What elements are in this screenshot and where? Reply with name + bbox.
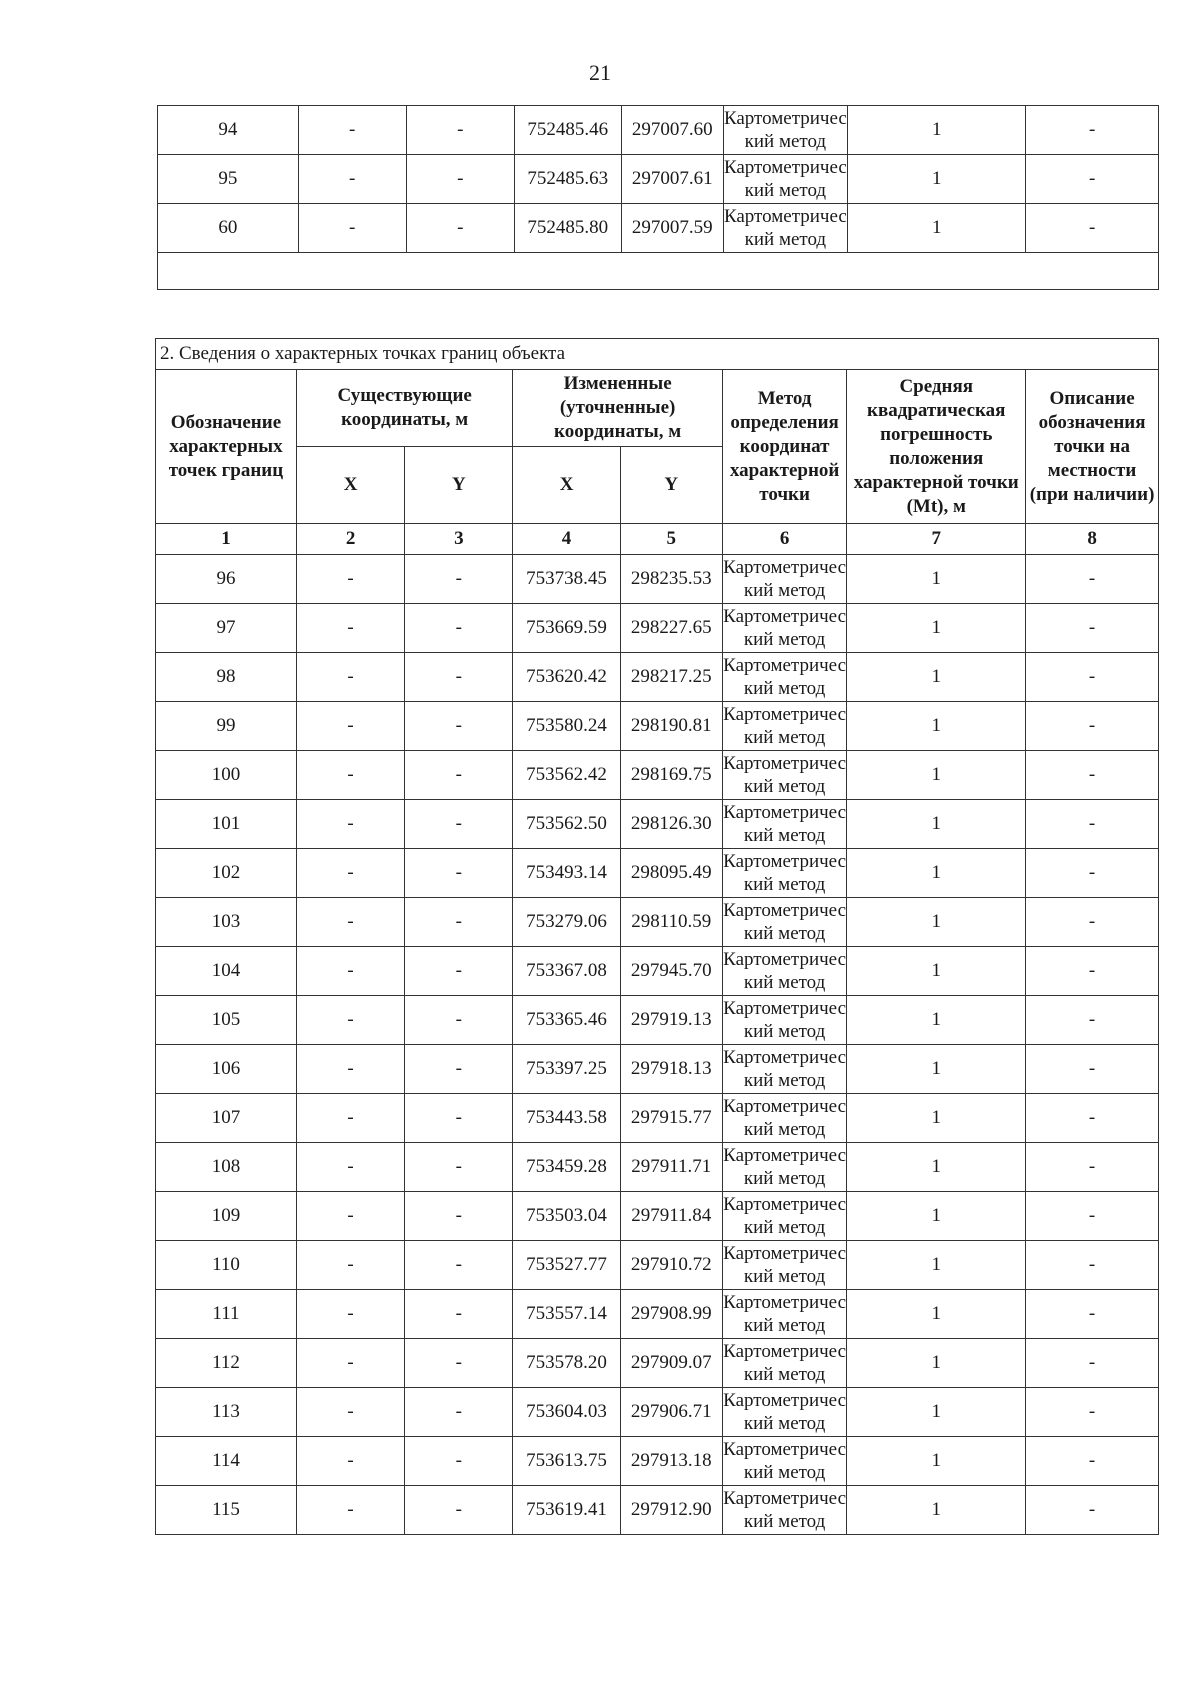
point-designation: 112 xyxy=(156,1339,297,1388)
header-existing-x: X xyxy=(296,447,404,524)
method xyxy=(722,653,847,702)
existing-x: - xyxy=(296,1437,404,1486)
existing-y: - xyxy=(405,1241,513,1290)
method-line: Картометричес xyxy=(723,1439,847,1460)
changed-x: 753527.77 xyxy=(513,1241,620,1290)
method xyxy=(722,1339,847,1388)
method xyxy=(722,947,847,996)
changed-y: 297945.70 xyxy=(620,947,722,996)
method xyxy=(722,702,847,751)
existing-y: - xyxy=(405,1437,513,1486)
mean-square-error: 1 xyxy=(847,1388,1026,1437)
page-number: 21 xyxy=(589,60,611,85)
changed-y: 297910.72 xyxy=(620,1241,722,1290)
existing-x: - xyxy=(296,849,404,898)
existing-y: - xyxy=(406,106,514,155)
method-line: кий метод xyxy=(743,727,826,748)
characteristic-points-table xyxy=(155,338,1159,1535)
method xyxy=(722,800,847,849)
empty-cell xyxy=(158,253,1159,290)
changed-x: 753397.25 xyxy=(513,1045,620,1094)
changed-y: 297913.18 xyxy=(620,1437,722,1486)
table-row xyxy=(158,106,1159,155)
changed-y: 297909.07 xyxy=(620,1339,722,1388)
existing-y: - xyxy=(405,1094,513,1143)
header-mean-square-error: Средняя квадратическая погрешность положения характерной точки (Mt), м xyxy=(847,370,1026,524)
point-designation: 108 xyxy=(156,1143,297,1192)
existing-y: - xyxy=(405,800,513,849)
method-line: Картометричес xyxy=(723,704,847,725)
method-line: кий метод xyxy=(743,1315,826,1336)
point-description: - xyxy=(1026,155,1159,204)
point-designation: 109 xyxy=(156,1192,297,1241)
mean-square-error: 1 xyxy=(847,555,1026,604)
point-description: - xyxy=(1026,751,1159,800)
method-line: Картометричес xyxy=(723,1047,847,1068)
changed-y: 298095.49 xyxy=(620,849,722,898)
method-line: кий метод xyxy=(743,923,826,944)
point-designation: 99 xyxy=(156,702,297,751)
existing-x: - xyxy=(296,898,404,947)
mean-square-error: 1 xyxy=(847,702,1026,751)
existing-x: - xyxy=(296,604,404,653)
mean-square-error: 1 xyxy=(847,898,1026,947)
existing-y: - xyxy=(405,947,513,996)
point-designation: 94 xyxy=(158,106,299,155)
method-line: кий метод xyxy=(744,131,827,152)
point-designation: 104 xyxy=(156,947,297,996)
mean-square-error: 1 xyxy=(847,1437,1026,1486)
method xyxy=(723,204,847,253)
method-line: кий метод xyxy=(743,678,826,699)
changed-x: 753580.24 xyxy=(513,702,620,751)
method xyxy=(722,1290,847,1339)
point-description: - xyxy=(1026,1192,1159,1241)
table-row xyxy=(156,1192,1159,1241)
changed-x: 753619.41 xyxy=(513,1486,620,1535)
table-row xyxy=(156,555,1159,604)
mean-square-error: 1 xyxy=(847,947,1026,996)
point-description: - xyxy=(1026,849,1159,898)
method xyxy=(722,1094,847,1143)
method-line: кий метод xyxy=(743,1021,826,1042)
method xyxy=(722,996,847,1045)
existing-x: - xyxy=(296,947,404,996)
existing-x: - xyxy=(296,996,404,1045)
table-row xyxy=(156,702,1159,751)
method xyxy=(722,751,847,800)
method xyxy=(722,1486,847,1535)
header-changed-y: Y xyxy=(620,447,722,524)
existing-y: - xyxy=(405,1388,513,1437)
table-row xyxy=(156,604,1159,653)
existing-x: - xyxy=(296,653,404,702)
method xyxy=(722,1143,847,1192)
method-line: кий метод xyxy=(743,776,826,797)
existing-y: - xyxy=(405,1486,513,1535)
method-line: Картометричес xyxy=(723,1145,847,1166)
method-line: кий метод xyxy=(743,1266,826,1287)
method-line: Картометричес xyxy=(723,606,847,627)
existing-x: - xyxy=(296,751,404,800)
method-line: Картометричес xyxy=(723,949,847,970)
table-row xyxy=(156,1339,1159,1388)
method-line: Картометричес xyxy=(723,1341,847,1362)
table-row xyxy=(158,204,1159,253)
existing-x: - xyxy=(298,106,406,155)
table-row xyxy=(156,898,1159,947)
mean-square-error: 1 xyxy=(847,1486,1026,1535)
method xyxy=(722,1437,847,1486)
changed-y: 297918.13 xyxy=(620,1045,722,1094)
point-description: - xyxy=(1026,106,1159,155)
header-designation: Обозначение характерных точек границ xyxy=(156,370,297,524)
point-description: - xyxy=(1026,604,1159,653)
changed-x: 753493.14 xyxy=(513,849,620,898)
mean-square-error: 1 xyxy=(847,1339,1026,1388)
changed-y: 297007.61 xyxy=(621,155,723,204)
mean-square-error: 1 xyxy=(847,751,1026,800)
header-changed-coordinates: Измененные (уточненные) координаты, м xyxy=(513,370,722,447)
method xyxy=(722,1045,847,1094)
point-designation: 95 xyxy=(158,155,299,204)
column-numbers-row xyxy=(156,524,1159,555)
existing-x: - xyxy=(298,204,406,253)
changed-x: 753443.58 xyxy=(513,1094,620,1143)
existing-y: - xyxy=(405,898,513,947)
table-row xyxy=(156,1045,1159,1094)
mean-square-error: 1 xyxy=(847,1241,1026,1290)
method-line: Картометричес xyxy=(723,1194,847,1215)
table-row xyxy=(156,1143,1159,1192)
point-designation: 96 xyxy=(156,555,297,604)
table-row xyxy=(156,947,1159,996)
existing-y: - xyxy=(406,204,514,253)
method-line: Картометричес xyxy=(723,1292,847,1313)
changed-x: 753503.04 xyxy=(513,1192,620,1241)
point-description: - xyxy=(1026,1339,1159,1388)
method-line: кий метод xyxy=(743,629,826,650)
column-number: 3 xyxy=(405,524,513,555)
changed-y: 298110.59 xyxy=(620,898,722,947)
point-designation: 107 xyxy=(156,1094,297,1143)
point-designation: 106 xyxy=(156,1045,297,1094)
existing-y: - xyxy=(405,702,513,751)
column-number: 6 xyxy=(722,524,847,555)
point-description: - xyxy=(1026,1094,1159,1143)
existing-x: - xyxy=(296,1045,404,1094)
method-line: Картометричес xyxy=(723,851,847,872)
point-designation: 110 xyxy=(156,1241,297,1290)
existing-x: - xyxy=(296,1143,404,1192)
method-line: Картометричес xyxy=(723,1096,847,1117)
existing-y: - xyxy=(405,604,513,653)
point-description: - xyxy=(1026,1143,1159,1192)
table-row xyxy=(156,1241,1159,1290)
method xyxy=(722,1388,847,1437)
changed-x: 753562.42 xyxy=(513,751,620,800)
existing-y: - xyxy=(405,1045,513,1094)
existing-x: - xyxy=(296,1486,404,1535)
mean-square-error: 1 xyxy=(847,996,1026,1045)
point-designation: 100 xyxy=(156,751,297,800)
existing-x: - xyxy=(296,1339,404,1388)
existing-y: - xyxy=(405,653,513,702)
header-method: Метод определения координат характерной точки xyxy=(722,370,847,524)
mean-square-error: 1 xyxy=(847,1290,1026,1339)
method-line: кий метод xyxy=(743,1168,826,1189)
method xyxy=(723,106,847,155)
table-row xyxy=(156,996,1159,1045)
existing-x: - xyxy=(296,800,404,849)
coordinates-table-continuation xyxy=(157,105,1159,290)
point-description: - xyxy=(1026,1486,1159,1535)
method-line: Картометричес xyxy=(723,157,847,178)
method-line: кий метод xyxy=(743,1511,826,1532)
changed-x: 753365.46 xyxy=(513,996,620,1045)
mean-square-error: 1 xyxy=(847,1143,1026,1192)
point-description: - xyxy=(1026,555,1159,604)
point-description: - xyxy=(1026,653,1159,702)
changed-y: 298227.65 xyxy=(620,604,722,653)
point-description: - xyxy=(1026,1290,1159,1339)
existing-y: - xyxy=(405,555,513,604)
changed-y: 297912.90 xyxy=(620,1486,722,1535)
method-line: Картометричес xyxy=(723,802,847,823)
column-number: 8 xyxy=(1026,524,1159,555)
point-designation: 113 xyxy=(156,1388,297,1437)
existing-x: - xyxy=(296,1388,404,1437)
mean-square-error: 1 xyxy=(847,604,1026,653)
method-line: Картометричес xyxy=(723,1243,847,1264)
point-designation: 115 xyxy=(156,1486,297,1535)
table-row xyxy=(156,1437,1159,1486)
table-row xyxy=(158,155,1159,204)
point-designation: 101 xyxy=(156,800,297,849)
column-number: 2 xyxy=(296,524,404,555)
changed-y: 297007.60 xyxy=(621,106,723,155)
changed-y: 298190.81 xyxy=(620,702,722,751)
existing-y: - xyxy=(405,1143,513,1192)
existing-x: - xyxy=(296,1241,404,1290)
method xyxy=(722,849,847,898)
point-description: - xyxy=(1026,1241,1159,1290)
method xyxy=(722,1241,847,1290)
point-designation: 111 xyxy=(156,1290,297,1339)
point-description: - xyxy=(1026,947,1159,996)
method-line: Картометричес xyxy=(723,753,847,774)
column-number: 7 xyxy=(847,524,1026,555)
method-line: Картометричес xyxy=(723,108,847,129)
existing-y: - xyxy=(406,155,514,204)
table-row xyxy=(156,800,1159,849)
point-description: - xyxy=(1026,1388,1159,1437)
method-line: кий метод xyxy=(743,1217,826,1238)
method-line: кий метод xyxy=(743,874,826,895)
method-line: кий метод xyxy=(743,1364,826,1385)
changed-x: 753279.06 xyxy=(513,898,620,947)
changed-x: 753613.75 xyxy=(513,1437,620,1486)
existing-x: - xyxy=(296,1290,404,1339)
changed-y: 297919.13 xyxy=(620,996,722,1045)
changed-x: 753578.20 xyxy=(513,1339,620,1388)
changed-x: 753738.45 xyxy=(513,555,620,604)
mean-square-error: 1 xyxy=(848,204,1026,253)
point-designation: 103 xyxy=(156,898,297,947)
mean-square-error: 1 xyxy=(847,849,1026,898)
method-line: Картометричес xyxy=(723,998,847,1019)
existing-y: - xyxy=(405,751,513,800)
table-row xyxy=(156,751,1159,800)
mean-square-error: 1 xyxy=(847,653,1026,702)
point-description: - xyxy=(1026,898,1159,947)
changed-x: 752485.63 xyxy=(514,155,621,204)
point-description: - xyxy=(1026,1437,1159,1486)
method-line: кий метод xyxy=(743,1119,826,1140)
existing-y: - xyxy=(405,1192,513,1241)
existing-x: - xyxy=(298,155,406,204)
mean-square-error: 1 xyxy=(848,106,1026,155)
mean-square-error: 1 xyxy=(847,800,1026,849)
changed-y: 298169.75 xyxy=(620,751,722,800)
method-line: кий метод xyxy=(743,972,826,993)
existing-y: - xyxy=(405,1339,513,1388)
changed-y: 298126.30 xyxy=(620,800,722,849)
mean-square-error: 1 xyxy=(848,155,1026,204)
point-designation: 105 xyxy=(156,996,297,1045)
changed-x: 753459.28 xyxy=(513,1143,620,1192)
point-description: - xyxy=(1026,800,1159,849)
changed-x: 753367.08 xyxy=(513,947,620,996)
points-table-body xyxy=(156,555,1159,1535)
mean-square-error: 1 xyxy=(847,1094,1026,1143)
method-line: Картометричес xyxy=(723,557,847,578)
header-existing-y: Y xyxy=(405,447,513,524)
existing-y: - xyxy=(405,849,513,898)
point-designation: 114 xyxy=(156,1437,297,1486)
header-changed-x: X xyxy=(513,447,620,524)
table-title: 2. Сведения о характерных точках границ объекта xyxy=(156,339,1159,370)
changed-y: 297906.71 xyxy=(620,1388,722,1437)
changed-x: 753620.42 xyxy=(513,653,620,702)
column-number: 1 xyxy=(156,524,297,555)
changed-y: 298217.25 xyxy=(620,653,722,702)
method-line: кий метод xyxy=(743,1462,826,1483)
column-number: 5 xyxy=(620,524,722,555)
method-line: кий метод xyxy=(743,825,826,846)
existing-x: - xyxy=(296,1094,404,1143)
changed-y: 297007.59 xyxy=(621,204,723,253)
point-designation: 98 xyxy=(156,653,297,702)
point-description: - xyxy=(1026,702,1159,751)
method-line: кий метод xyxy=(743,580,826,601)
method-line: Картометричес xyxy=(723,206,847,227)
existing-x: - xyxy=(296,1192,404,1241)
changed-x: 753604.03 xyxy=(513,1388,620,1437)
table-row xyxy=(156,1290,1159,1339)
point-description: - xyxy=(1026,1045,1159,1094)
changed-y: 297908.99 xyxy=(620,1290,722,1339)
table-row xyxy=(156,849,1159,898)
changed-x: 752485.80 xyxy=(514,204,621,253)
method-line: кий метод xyxy=(743,1070,826,1091)
method-line: Картометричес xyxy=(723,900,847,921)
point-designation: 60 xyxy=(158,204,299,253)
point-designation: 102 xyxy=(156,849,297,898)
column-number: 4 xyxy=(513,524,620,555)
existing-y: - xyxy=(405,996,513,1045)
method-line: кий метод xyxy=(743,1413,826,1434)
changed-y: 298235.53 xyxy=(620,555,722,604)
existing-y: - xyxy=(405,1290,513,1339)
point-description: - xyxy=(1026,204,1159,253)
changed-x: 753562.50 xyxy=(513,800,620,849)
changed-x: 753669.59 xyxy=(513,604,620,653)
changed-x: 752485.46 xyxy=(514,106,621,155)
method xyxy=(722,898,847,947)
point-designation: 97 xyxy=(156,604,297,653)
table-row xyxy=(156,653,1159,702)
table-row xyxy=(156,1388,1159,1437)
changed-y: 297911.71 xyxy=(620,1143,722,1192)
method xyxy=(722,555,847,604)
empty-row xyxy=(158,253,1159,290)
table-row xyxy=(156,1094,1159,1143)
method-line: кий метод xyxy=(744,180,827,201)
table-row xyxy=(156,1486,1159,1535)
existing-x: - xyxy=(296,702,404,751)
method-line: кий метод xyxy=(744,229,827,250)
method-line: Картометричес xyxy=(723,1390,847,1411)
method xyxy=(723,155,847,204)
header-description: Описание обозначения точки на местности (при наличии) xyxy=(1026,370,1159,524)
mean-square-error: 1 xyxy=(847,1045,1026,1094)
method-line: Картометричес xyxy=(723,655,847,676)
continuation-table-body xyxy=(158,106,1159,253)
changed-y: 297911.84 xyxy=(620,1192,722,1241)
method xyxy=(722,1192,847,1241)
method-line: Картометричес xyxy=(723,1488,847,1509)
changed-y: 297915.77 xyxy=(620,1094,722,1143)
changed-x: 753557.14 xyxy=(513,1290,620,1339)
method xyxy=(722,604,847,653)
mean-square-error: 1 xyxy=(847,1192,1026,1241)
header-existing-coordinates: Существующие координаты, м xyxy=(296,370,513,447)
existing-x: - xyxy=(296,555,404,604)
point-description: - xyxy=(1026,996,1159,1045)
